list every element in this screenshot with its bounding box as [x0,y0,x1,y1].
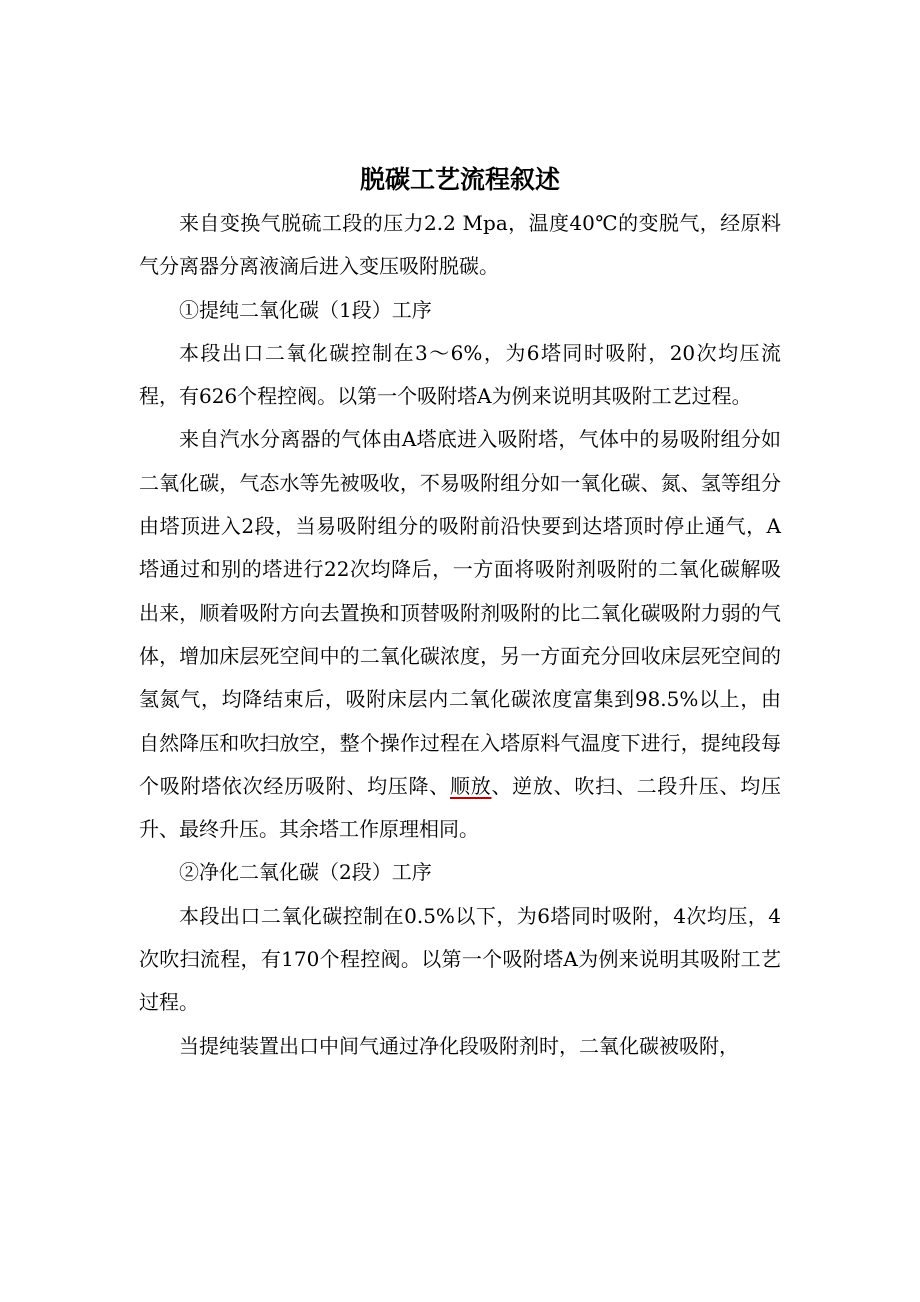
paragraph-section2-process: 当提纯装置出口中间气通过净化段吸附剂时，二氧化碳被吸附， [179,1033,739,1058]
section-heading-2: ②净化二氧化碳（2段）工序 [179,860,432,885]
paragraph-section1-summary: 本段出口二氧化碳控制在3～6%，为6塔同时吸附，20次均压流程，有626个程控阀。以第一个吸附塔A为例来说明其吸附工艺过程。 [139,340,781,409]
paragraph-section1-process [139,418,781,851]
document-body [139,202,781,1068]
section-heading-1: ①提纯二氧化碳（1段）工序 [179,297,432,322]
document-title: 脱碳工艺流程叙述 [359,165,560,194]
paragraph-section1-process-end: 、逆放、吹扫、二段升压、均压升、最终升压。其余塔工作原理相同。 [139,773,782,842]
paragraph-section1-process-text: 来自汽水分离器的气体由A塔底进入吸附塔，气体中的易吸附组分如二氧化碳，气态水等先被吸收，不易吸附组分如一氧化碳、氮、氢等组分由塔顶进入2段，当易吸附组分的吸附前沿快要到达塔顶时停止通气，A塔通过和别的塔进行22次均降后，一方面将吸附剂吸附的二氧化碳解吸出来，顺着吸附方向去置换和顶替吸附剂吸附的比二氧化碳吸附力弱的气体，增加床层死空间中的二氧化碳浓度，另一方面充分回收床层死空间的氢氮气，均降结束后，吸附床层内二氧化碳浓度富集到98.5%以上，由自然降压和吹扫放空，整个操作过程在入塔原料气温度下进行，提纯段每个吸附塔依次经历吸附、均压降、 [139,427,781,798]
spellcheck-underlined-word: 顺放 [450,773,492,798]
paragraph-intro: 来自变换气脱硫工段的压力2.2 Mpa，温度40℃的变脱气，经原料气分离器分离液滴后进入变压吸附脱碳。 [139,211,781,279]
paragraph-section2-summary: 本段出口二氧化碳控制在0.5%以下，为6塔同时吸附，4次均压，4次吹扫流程，有170个程控阀。以第一个吸附塔A为例来说明其吸附工艺过程。 [139,903,781,1015]
